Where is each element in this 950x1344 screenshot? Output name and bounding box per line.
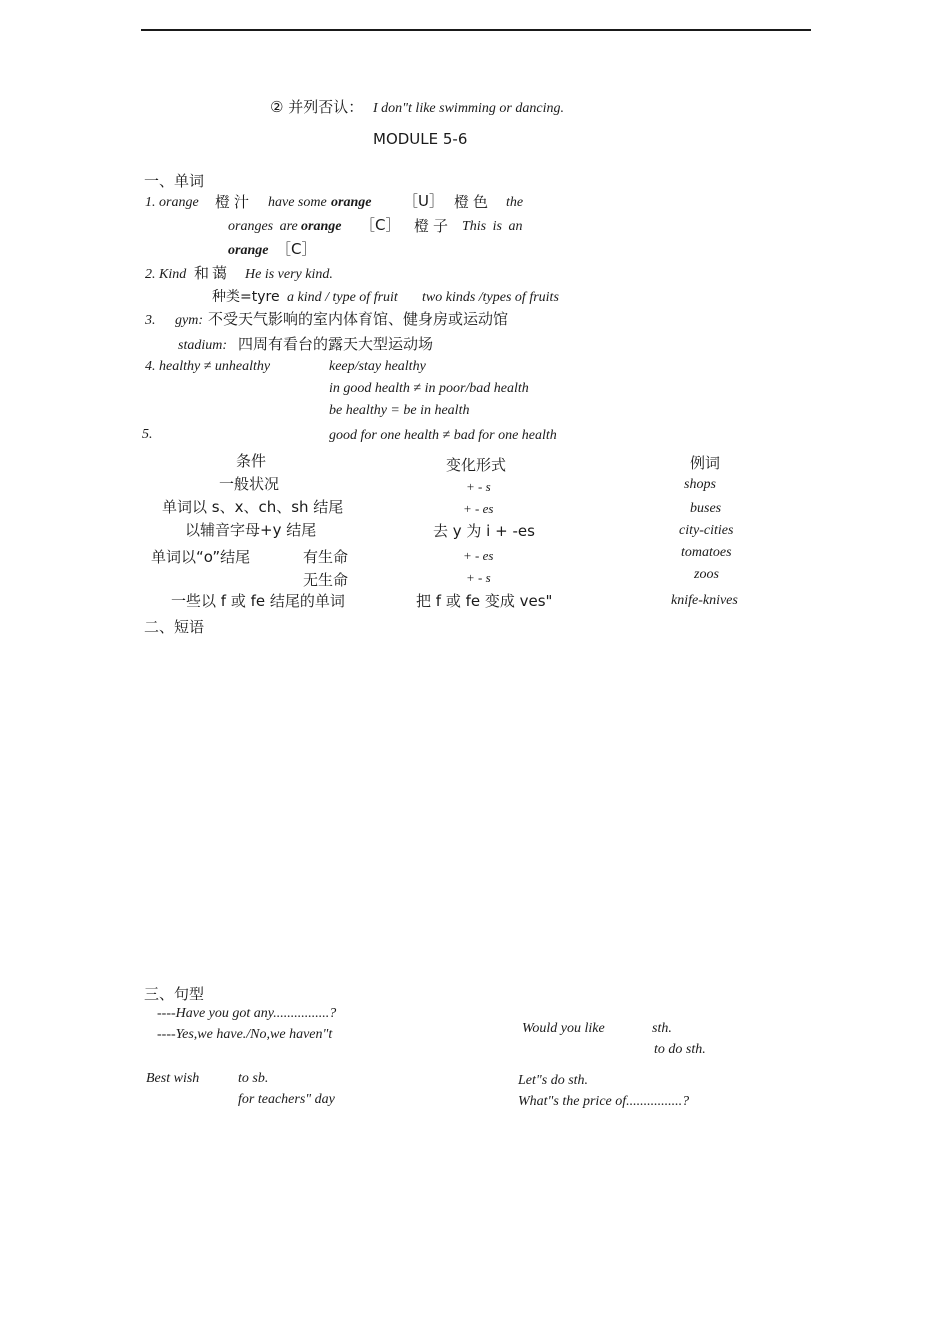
orange-fruit-cn: 橙子 (414, 217, 453, 235)
orange-bold-2: orange (301, 219, 342, 234)
parallel-negation-label: ② 并列否认： (270, 98, 364, 116)
kind-cn: 和蔼 (194, 264, 231, 282)
orange-bold-1: orange (331, 195, 372, 210)
section-heading-phrases: 二、短语 (144, 618, 205, 636)
would-you-like: Would you like (522, 1021, 605, 1036)
table-row-condition: 以辅音字母+y 结尾 (185, 521, 317, 539)
table-row-example: city-cities (679, 523, 734, 538)
orange-juice-cn: 橙汁 (215, 193, 254, 211)
table-row-example: knife-knives (671, 593, 738, 608)
best-wish-teachers-day: for teachers" day (238, 1092, 335, 1107)
entry-5-num: 5. (142, 427, 153, 442)
kind-phrase-2: two kinds /types of fruits (422, 290, 559, 305)
table-row-form: + - s (466, 570, 491, 585)
table-header-form: 变化形式 (446, 456, 507, 474)
module-title: MODULE 5-6 (373, 130, 468, 148)
table-row-form: + - es (463, 548, 494, 563)
gym-num: 3. (145, 313, 156, 328)
orange-bold-3: orange (228, 243, 269, 258)
lets-do-sth: Let"s do sth. (518, 1073, 589, 1088)
kind-entry: 2. Kind (145, 267, 187, 282)
be-healthy: be healthy = be in health (329, 403, 470, 418)
orange-entry: 1. orange (145, 195, 199, 210)
keep-healthy: keep/stay healthy (329, 359, 426, 374)
would-sth: sth. (652, 1021, 672, 1036)
table-row-subcondition: 无生命 (303, 571, 349, 589)
table-row-condition: 单词以 s、x、ch、sh 结尾 (162, 498, 344, 516)
oranges-are: oranges are (228, 219, 298, 234)
this-is-an: This is an (462, 219, 523, 234)
gym-word: gym: (175, 313, 203, 328)
section-heading-words: 一、单词 (144, 172, 205, 190)
table-row-example: shops (684, 477, 716, 492)
orange-phrase: have some (268, 195, 327, 210)
stadium-definition: 四周有看台的露天大型运动场 (238, 335, 434, 353)
countable-mark-1: ［C］ (360, 216, 401, 234)
table-row-subcondition: 有生命 (303, 548, 349, 566)
countable-mark-2: ［C］ (276, 240, 317, 258)
orange-color-cn: 橙色 (454, 193, 493, 211)
kind-example: He is very kind. (245, 267, 333, 282)
table-row-condition: 一般状况 (219, 475, 280, 493)
answer-yes-no: ----Yes,we have./No,we haven"t (157, 1027, 333, 1042)
would-to-do-sth: to do sth. (654, 1042, 706, 1057)
parallel-negation-example: I don"t like swimming or dancing. (373, 101, 564, 116)
top-rule (141, 29, 811, 31)
table-row-condition: 一些以 f 或 fe 结尾的单词 (171, 592, 345, 610)
table-row-condition: 单词以“o”结尾 (151, 548, 251, 566)
kind-phrase-1: a kind / type of fruit (287, 290, 398, 305)
table-row-example: zoos (694, 567, 719, 582)
stadium-word: stadium: (178, 338, 227, 353)
table-row-form: + - s (466, 479, 491, 494)
price-question: What"s the price of................? (518, 1094, 690, 1109)
good-for-health: good for one health ≠ bad for one health (329, 428, 557, 443)
table-row-form: 把 f 或 fe 变成 ves" (416, 592, 553, 610)
kind-type-cn: 种类=tyre (212, 289, 280, 305)
uncountable-mark: ［U］ (403, 192, 444, 210)
best-wish: Best wish (146, 1071, 200, 1086)
table-row-example: buses (690, 501, 722, 516)
section-heading-sentences: 三、句型 (144, 985, 205, 1003)
table-header-example: 例词 (690, 454, 721, 472)
question-have-you-got: ----Have you got any................? (157, 1006, 337, 1021)
healthy-entry: 4. healthy ≠ unhealthy (145, 359, 271, 374)
table-row-form: 去 y 为 i + -es (433, 522, 535, 540)
gym-definition: 不受天气影响的室内体育馆、健身房或运动馆 (208, 310, 509, 328)
table-header-condition: 条件 (236, 452, 267, 470)
best-wish-to-sb: to sb. (238, 1071, 269, 1086)
table-row-form: + - es (463, 501, 494, 516)
table-row-example: tomatoes (681, 545, 732, 560)
good-health: in good health ≠ in poor/bad health (329, 381, 529, 396)
orange-the: the (506, 195, 524, 210)
